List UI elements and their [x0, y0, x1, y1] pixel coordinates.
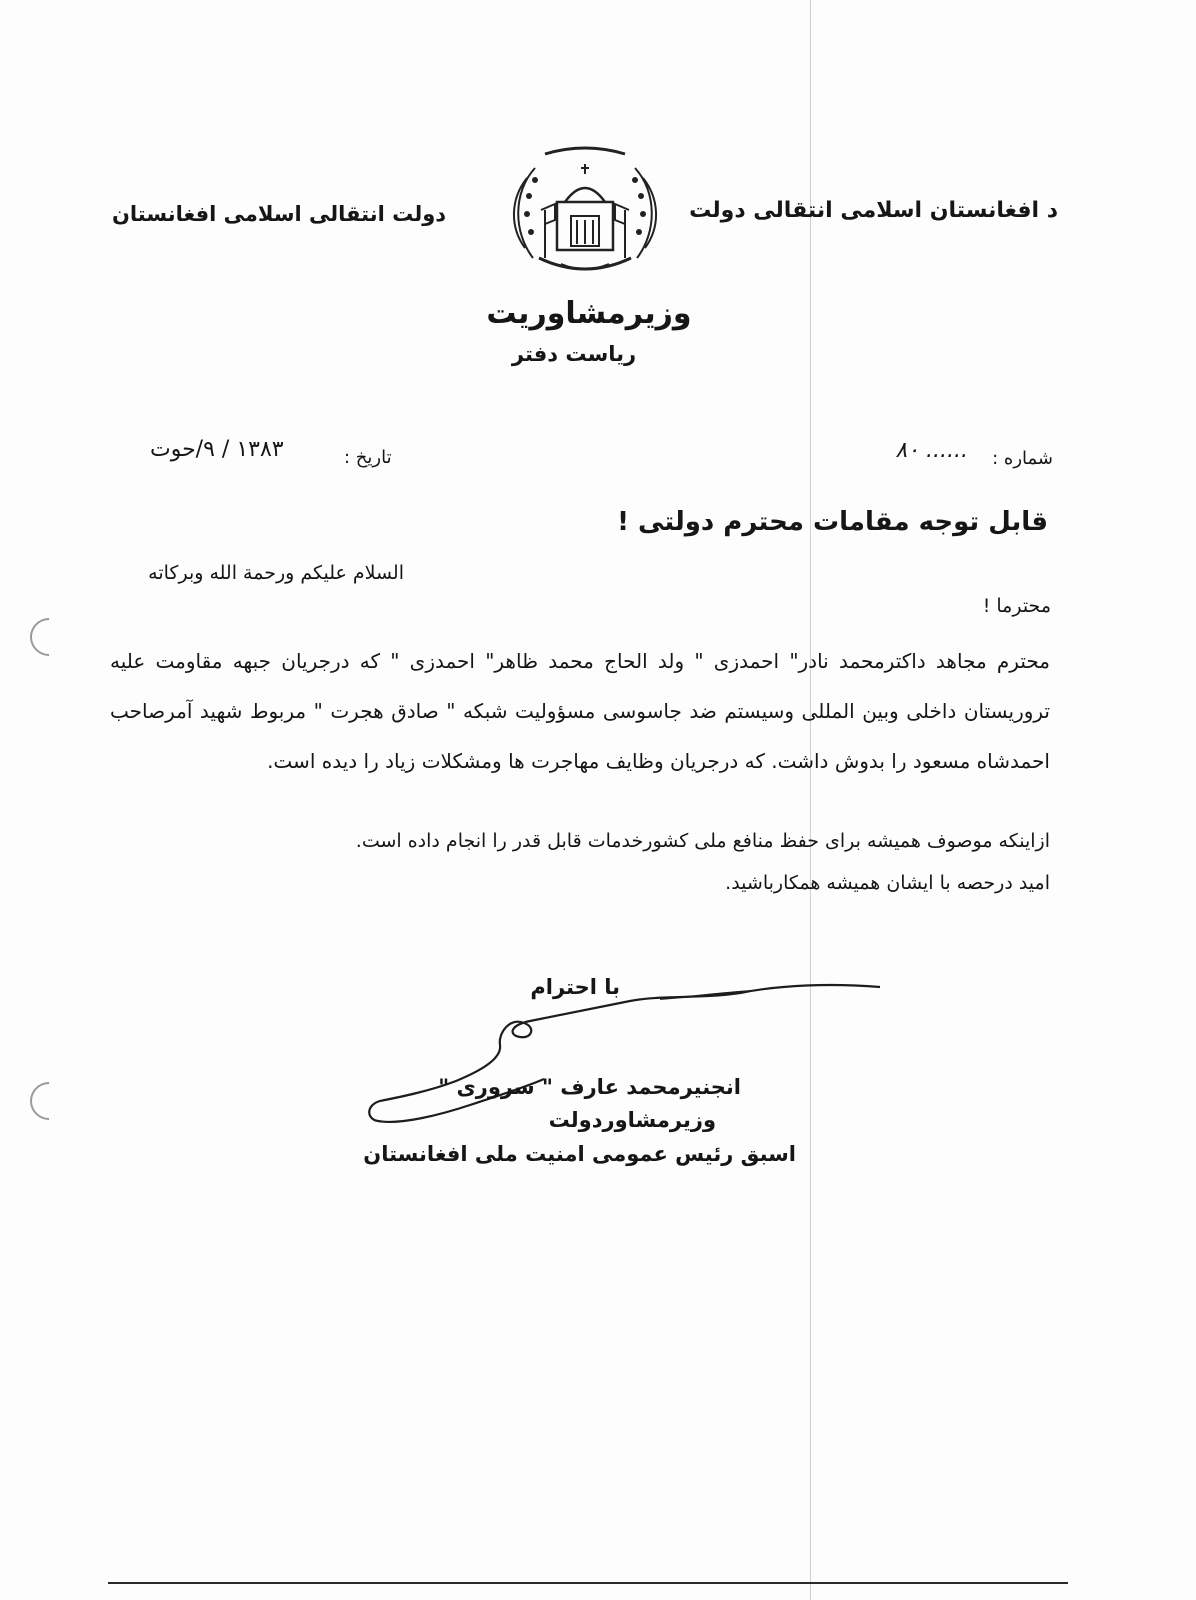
letter-subject: قابل توجه مقامات محترم دولتی !	[617, 507, 1048, 537]
bottom-divider	[108, 1582, 1068, 1584]
salutation: السلام علیکم ورحمة الله وبرکاته	[148, 562, 404, 584]
closing-regards: با احترام	[530, 975, 620, 999]
body-paragraph-2: ازاینکه موصوف همیشه برای حفظ منافع ملی کشورخدمات قابل قدر را انجام داده است.	[355, 830, 1050, 852]
header-dari: دولت انتقالی اسلامی افغانستان	[112, 202, 447, 226]
body-paragraph-3: امید درحصه با ایشان همیشه همکارباشید.	[725, 872, 1050, 894]
punch-hole	[22, 1074, 76, 1128]
honorific: محترما !	[982, 595, 1051, 617]
signatory-name: انجنیرمحمد عارف " سروری "	[438, 1075, 741, 1099]
signatory-role: وزیرمشاوردولت	[548, 1108, 716, 1132]
number-label: شماره :	[992, 448, 1053, 469]
signatory-former-role: اسبق رئیس عمومی امنیت ملی افغانستان	[363, 1142, 796, 1166]
number-value: ...... ۸۰	[895, 438, 968, 463]
office-subtitle: ریاست دفتر	[511, 342, 637, 366]
date-label: تاریخ :	[344, 447, 392, 468]
ministry-title: وزیرمشاوریت	[486, 296, 692, 331]
punch-hole	[22, 610, 76, 664]
header-pashto: د افغانستان اسلامی انتقالی دولت	[689, 198, 1058, 223]
date-value: ۱۳۸۳ / ۹/حوت	[150, 437, 284, 462]
body-paragraph-1: محترم مجاهد داکترمحمد نادر" احمدزی " ولد الحاج محمد ظاهر" احمدزی " که درجریان جبهه مقاومت علیه تروریستان داخلی وبین المللی وسیستم ضد جاسوسی مسؤولیت شبکه " صادق هجرت " مربوط شهید آمرصاحب احمدشاه مسعود را بدوش داشت. که درجریان وظایف مهاجرت ها ومشکلات زیاد را دیده است.	[110, 649, 1050, 773]
afghanistan-emblem-icon	[505, 140, 665, 290]
paper-fold-line	[810, 0, 811, 1600]
